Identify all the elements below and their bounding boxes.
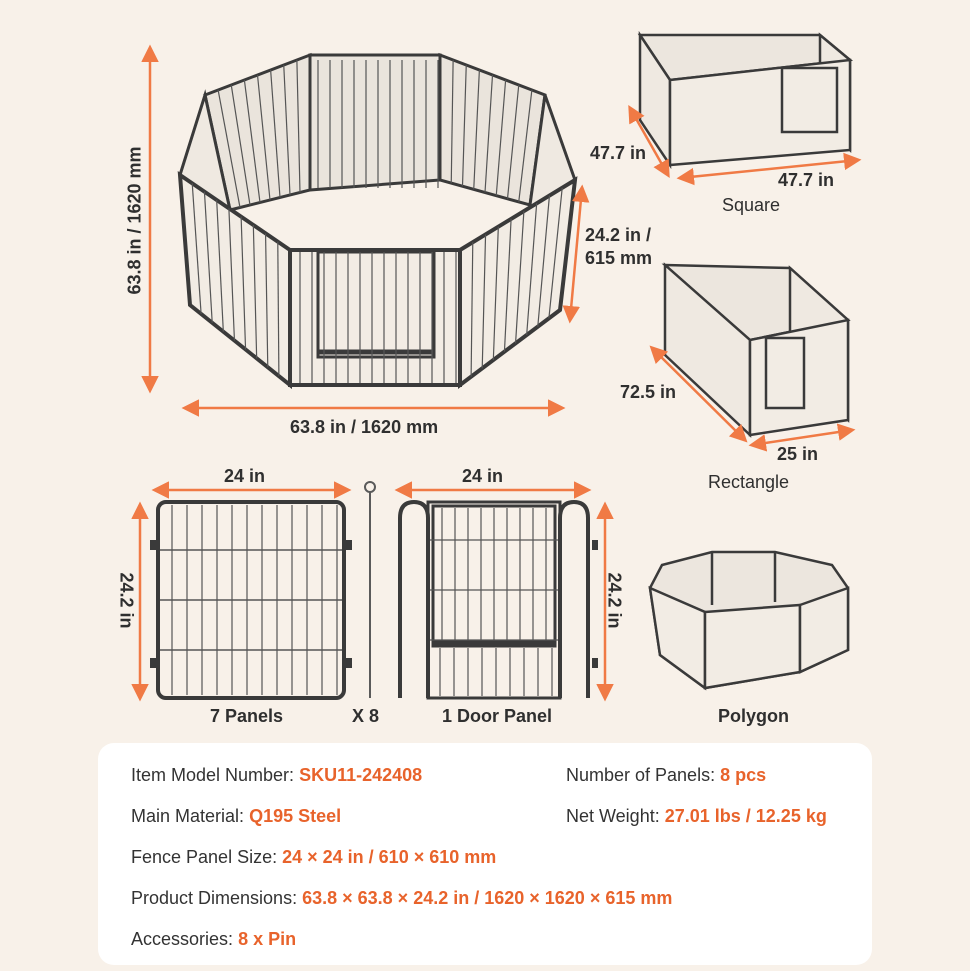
spec-panels	[566, 765, 766, 786]
spec-panel-size-label: Fence Panel Size:	[131, 847, 278, 867]
main-panel-height-label-line2: 615 mm	[585, 248, 653, 268]
spec-material-value: Q195 Steel	[249, 806, 342, 826]
door-panel-wire-grid	[430, 508, 558, 696]
spec-accessories	[131, 929, 296, 950]
panel-width-label: 24 in	[224, 466, 266, 486]
door-panel	[400, 502, 598, 698]
main-height-label: 63.8 in / 1620 mm	[124, 146, 145, 295]
polygon-pen	[650, 552, 848, 688]
door-width-label: 24 in	[462, 466, 504, 486]
rectangle-caption: Rectangle	[708, 472, 790, 492]
pin	[365, 482, 375, 698]
door-panel-caption: 1 Door Panel	[442, 706, 553, 726]
spec-dimensions-value: 63.8 × 63.8 × 24.2 in / 1620 × 1620 × 615 mm	[302, 888, 673, 908]
square-caption: Square	[722, 195, 781, 215]
spec-model-value: SKU11-242408	[299, 765, 423, 785]
spec-weight-label: Net Weight:	[566, 806, 660, 826]
spec-dimensions	[131, 888, 672, 909]
square-side-a-label: 47.7 in	[590, 143, 647, 163]
panel-caption: 7 Panels	[210, 706, 284, 726]
spec-weight	[566, 806, 827, 827]
panel-height-label: 24.2 in	[116, 572, 137, 629]
spec-panels-label: Number of Panels:	[566, 765, 716, 785]
spec-panel-size-value: 24 × 24 in / 610 × 610 mm	[282, 847, 497, 867]
polygon-caption: Polygon	[718, 706, 789, 726]
spec-weight-value: 27.01 lbs / 12.25 kg	[664, 806, 827, 826]
spec-material-label: Main Material:	[131, 806, 245, 826]
spec-model-label: Item Model Number:	[131, 765, 295, 785]
rectangle-pen	[665, 265, 848, 435]
spec-model	[131, 765, 422, 786]
main-width-label: 63.8 in / 1620 mm	[290, 417, 439, 437]
spec-dimensions-label: Product Dimensions:	[131, 888, 298, 908]
spec-panel-size	[131, 847, 496, 868]
pin-caption: X 8	[352, 706, 380, 726]
spec-panels-value: 8 pcs	[720, 765, 767, 785]
square-side-b-label: 47.7 in	[778, 170, 835, 190]
rectangle-length-label: 72.5 in	[620, 382, 677, 402]
spec-material	[131, 806, 341, 827]
spec-card	[98, 743, 872, 965]
main-panel-height-label-line1: 24.2 in /	[585, 225, 652, 245]
spec-accessories-label: Accessories:	[131, 929, 234, 949]
rectangle-width-label: 25 in	[777, 444, 819, 464]
square-pen	[640, 35, 850, 165]
single-panel-wire-grid	[160, 505, 342, 695]
spec-accessories-value: 8 x Pin	[238, 929, 297, 949]
door-height-label: 24.2 in	[604, 572, 625, 629]
